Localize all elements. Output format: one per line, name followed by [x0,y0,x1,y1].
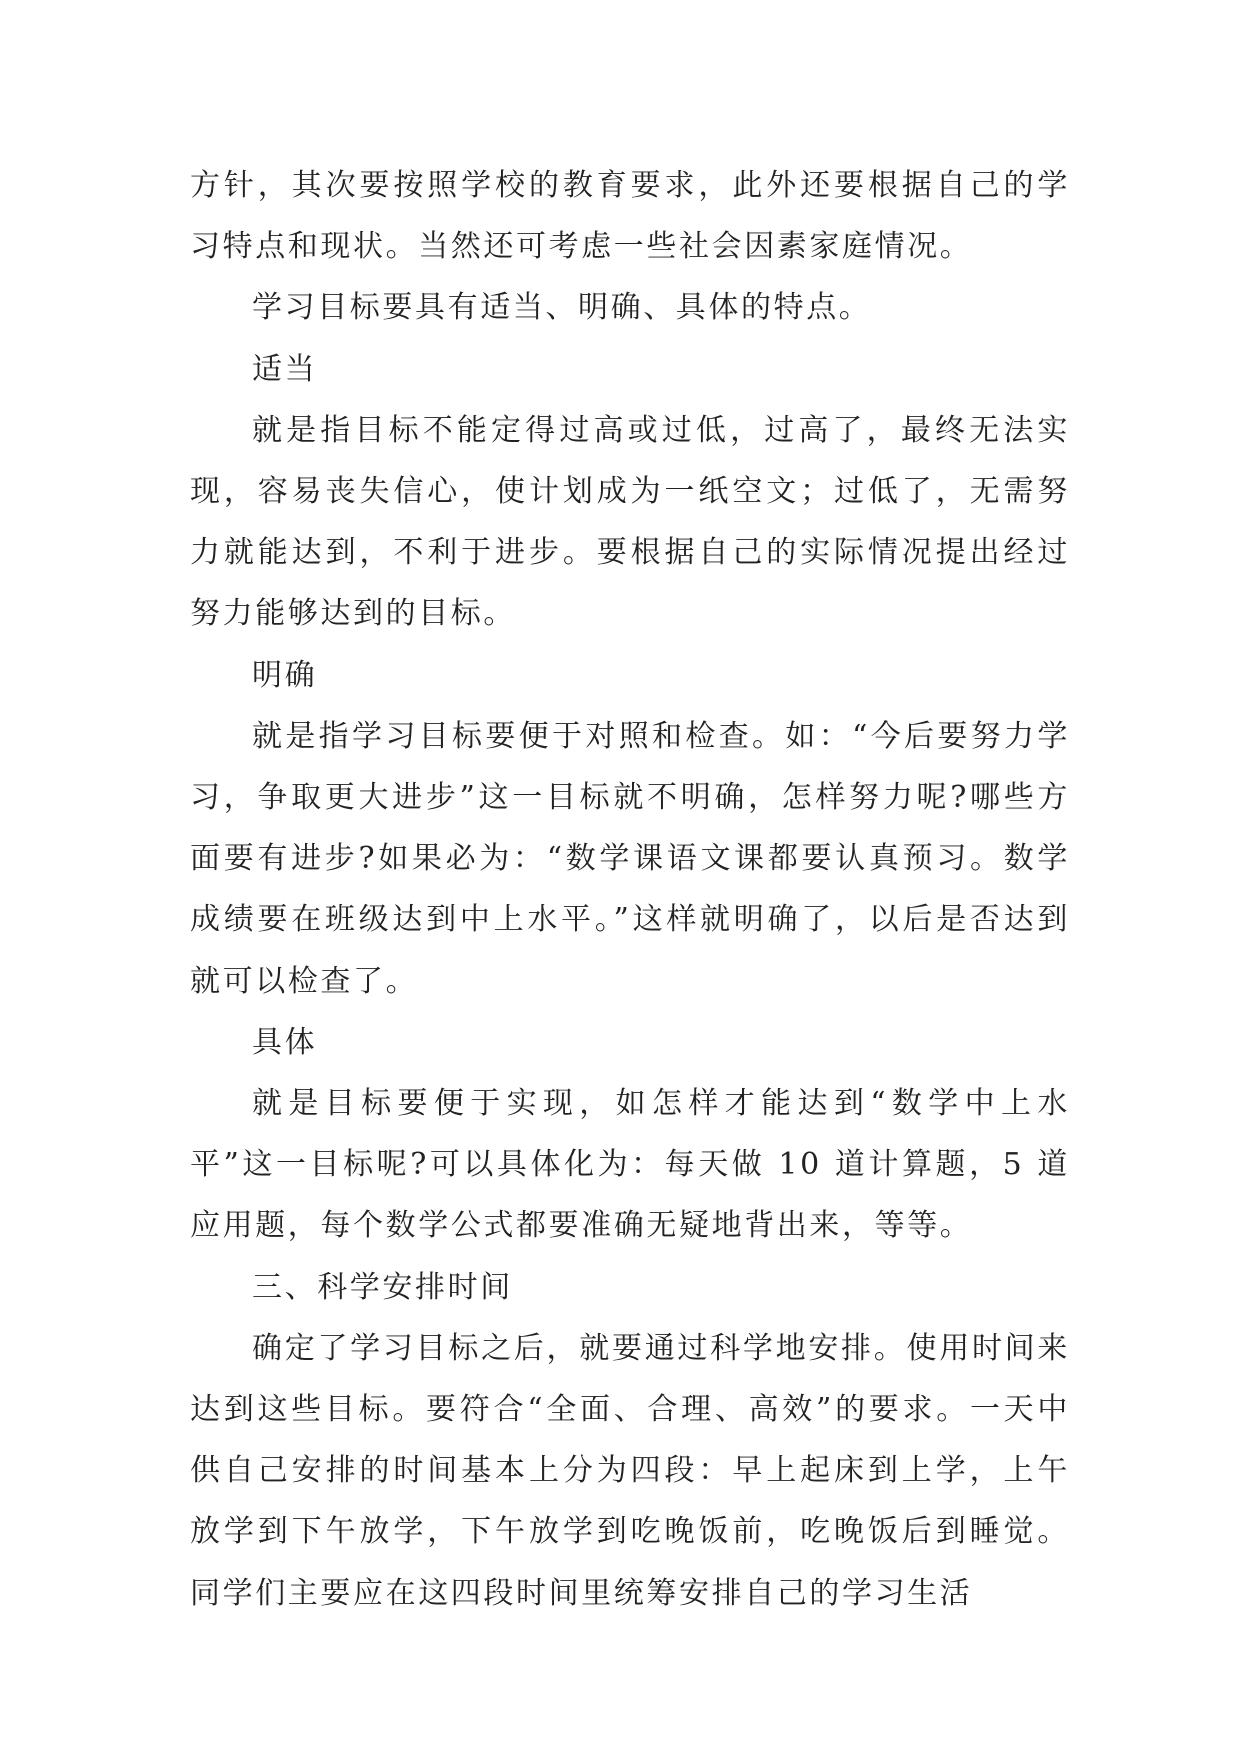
paragraph-goal-features: 学习目标要具有适当、明确、具体的特点。 [252,290,872,326]
paragraph-appropriate: 就是指目标不能定得过高或过低，过高了，最终无法实现，容易丧失信心，使计划成为一纸空文；过低了，无需努力就能达到，不利于进步。要根据自己的实际情况提出经过努力能够达到的目标。 [190,412,1070,632]
paragraph-clear: 就是指学习目标要便于对照和检查。如：“今后要努力学习，争取更大进步”这一目标就不明确，怎样努力呢?哪些方面要有进步?如果必为：“数学课语文课都要认真预习。数学成绩要在班级达到中上水平。”这样就明确了，以后是否达到就可以检查了。 [190,718,1070,999]
document-body [190,155,1070,1624]
section-heading-time: 三、科学安排时间 [252,1269,513,1305]
heading-specific: 具体 [252,1024,318,1060]
paragraph-continuation: 方针，其次要按照学校的教育要求，此外还要根据自己的学习特点和现状。当然还可考虑一些社会因素家庭情况。 [190,168,1070,265]
paragraph-specific: 就是目标要便于实现，如怎样才能达到“数学中上水平”这一目标呢?可以具体化为：每天做 10 道计算题，5 道应用题，每个数学公式都要准确无疑地背出来，等等。 [190,1086,1070,1244]
paragraph-time: 确定了学习目标之后，就要通过科学地安排。使用时间来达到这些目标。要符合“全面、合理、高效”的要求。一天中供自己安排的时间基本上分为四段：早上起床到上学，上午放学到下午放学，下午放学到吃晚饭前，吃晚饭后到睡觉。同学们主要应在这四段时间里统筹安排自己的学习生活 [190,1330,1070,1611]
heading-appropriate: 适当 [252,351,318,387]
heading-clear: 明确 [252,657,318,693]
